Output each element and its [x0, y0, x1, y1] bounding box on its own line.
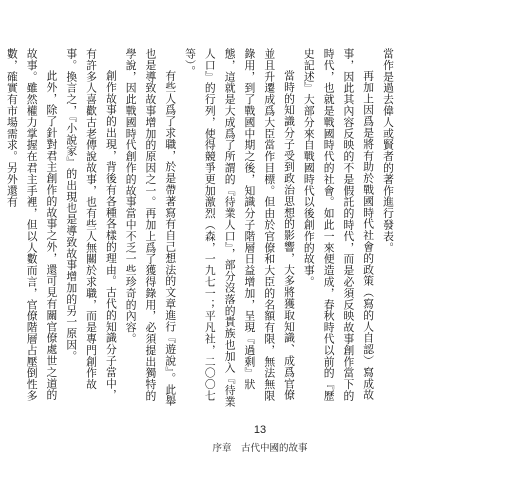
paragraph-2: 再加上因爲是將有助於戰國時代社會的政策（寫的人自認）寫成故事，因此其內容反映的不是假託的時代，而是必須反映故事創作當下的時代，也就是戰國時代的社會。如此一來便造成，春秋時代以前的『歷史記述』大部分來自戰國時代以後創作的故事。: [302, 48, 376, 402]
paragraph-6: 此外，除了針對君主創作的故事之外，還可見有關官僚處世之道的故事。雖然權力掌握在君主手裡，但以人數而言，官僚階層占壓倒性多數，確實有市場需求。另外還有: [5, 48, 59, 402]
page-number: 13: [253, 424, 267, 436]
paragraph-3: 當時的知識分子受到政治思想的影響，大多將獲取知識、成爲官僚並且升遷成爲大臣當作目標。但由於官僚和大臣的名額有限，無法無限錄用，到了戰國中期之後，知識分子階層日益增加，呈現『過剩』狀態，這就是大成爲了所謂的『待業人口』，部分沒落的貴族也加入『待業人口』的行列，使得競爭更加激烈（森，一九七一；平凡社，二〇〇七等）。: [184, 48, 297, 408]
paragraph-5: 創作故事的出現，背後有各種各樣的理由。古代的知識分子當中，有許多人喜歡古老傳說故事，也有些人無關於求職，而是專門創作故事。換言之，『小說家』的出現也是導致故事增加的另一原因。: [65, 48, 118, 401]
paragraph-4: 有些人爲了求職，於是帶著寫有自己想法的文章進行『遊說』。此舉也是導致故事增加的原因之一。再加上爲了獲得錄用，必須提出獨特的學說，因此戰國時代創作的故事當中不乏一些珍奇的內容。: [124, 48, 178, 407]
running-footer-title: 序章 古代中國的故事: [212, 443, 308, 454]
paragraph-1: 當作是過去偉人或賢者的著作進行發表。: [382, 48, 395, 254]
vertical-text-body: [5, 48, 398, 408]
